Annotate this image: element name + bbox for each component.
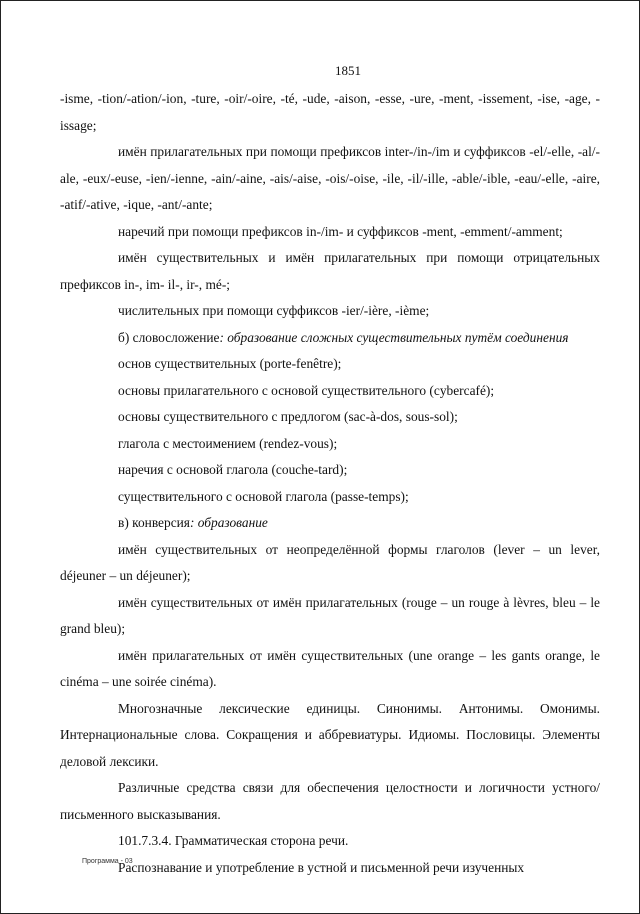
- compounding-label: б) словосложение: [118, 329, 220, 345]
- section-heading-grammar: 101.7.3.4. Грамматическая сторона речи.: [118, 833, 349, 848]
- list-item-verb-pronoun: глагола с местоимением (rendez-vous);: [118, 435, 338, 451]
- list-item-adverb-verb: наречия с основой глагола (couche-tard);: [118, 462, 348, 477]
- paragraph-nouns-from-verbs: имён существительных от неопределённой формы глаголов (lever – un lever, déjeuner – un déjeuner);: [60, 541, 600, 583]
- page-footer: Программа - 03: [82, 858, 133, 865]
- paragraph-nouns-from-adjectives: имён существительных от имён прилагательных (rouge – un rouge à lèvres, bleu – le grand bleu);: [60, 594, 600, 636]
- conversion-label: в) конверсия: [118, 515, 190, 530]
- paragraph-recognition: Распознавание и употребление в устной и письменной речи изученных: [118, 859, 525, 875]
- paragraph-cohesion: Различные средства связи для обеспечения целостности и логичности устного/письменного высказывания.: [60, 780, 600, 822]
- list-item-noun-stems: основ существительных (porte-fenêtre);: [118, 356, 342, 371]
- list-item-noun-verb: существительного с основой глагола (passe-temps);: [118, 488, 409, 504]
- paragraph-negative-prefixes: имён существительных и имён прилагательных при помощи отрицательных префиксов in-, im- il-, ir-, mé-;: [60, 250, 600, 292]
- paragraph-conversion: [60, 510, 600, 537]
- page-number: 1851: [335, 63, 361, 78]
- paragraph-suffix-list: -isme, -tion/-ation/-ion, -ture, -oir/-oire, -té, -ude, -aison, -esse, -ure, -ment, -issement, -ise, -age, -issage;: [60, 91, 600, 133]
- list-item-adj-noun: основы прилагательного с основой существительного (cybercafé);: [118, 382, 495, 398]
- conversion-text: : образование: [189, 515, 268, 530]
- document-body: [60, 86, 600, 881]
- paragraph-adjectives: имён прилагательных при помощи префиксов inter-/in-/im и суффиксов -el/-elle, -al/-ale, -eux/-euse, -ien/-ienne, -ain/-aine, -ais/-aise, -ois/-oise, -ile, -il/-ille, -able/-ible, -eau/-elle, -aire, -atif/-ative, -ique, -ant/-ante;: [60, 144, 600, 212]
- compounding-text: : образование сложных существительных путём соединения: [219, 329, 569, 345]
- list-item-noun-prep: основы существительного с предлогом (sac-à-dos, sous-sol);: [118, 409, 458, 424]
- paragraph-adjectives-from-nouns: имён прилагательных от имён существительных (une orange – les gants orange, le cinéma – une soirée cinéma).: [60, 647, 600, 689]
- paragraph-compounding: [60, 325, 600, 352]
- paragraph-lexical-units: Многозначные лексические единицы. Синонимы. Антонимы. Омонимы. Интернациональные слова. Сокращения и аббревиатуры. Идиомы. Пословицы. Элементы деловой лексики.: [60, 700, 600, 769]
- paragraph-numerals: числительных при помощи суффиксов -ier/-ière, -ième;: [118, 303, 430, 318]
- paragraph-adverbs: наречий при помощи префиксов in-/im- и суффиксов -ment, -emment/-amment;: [118, 223, 563, 239]
